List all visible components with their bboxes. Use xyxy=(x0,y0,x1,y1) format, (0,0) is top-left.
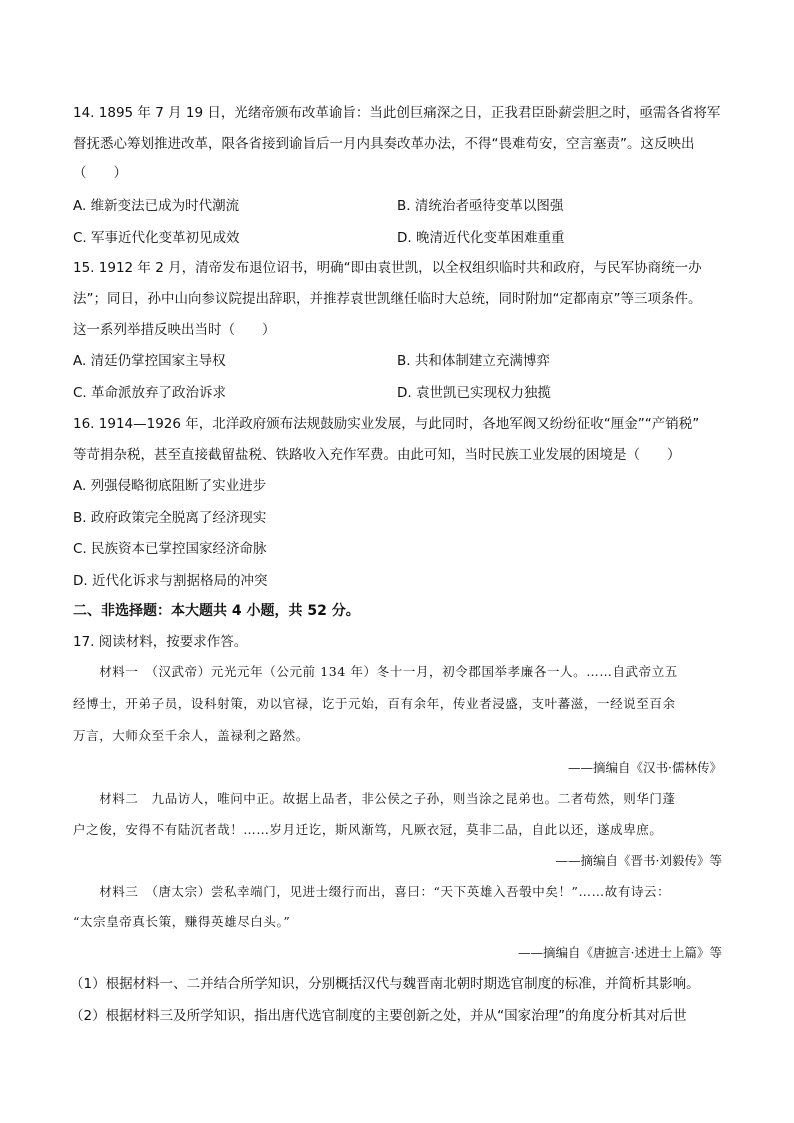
material-1-line1: 材料一 （汉武帝）元光元年（公元前 134 年）冬十一月，初令郡国举孝廉各一人。……自武帝立五 xyxy=(73,664,678,679)
q16-option-d[interactable]: D. 近代化诉求与割据格局的冲突 xyxy=(73,573,268,589)
material-1-source: ——摘编自《汉书·儒林传》 xyxy=(568,760,722,775)
q14-option-b[interactable]: B. 清统治者亟待变革以图强 xyxy=(397,198,564,214)
q15-option-d[interactable]: D. 袁世凯已实现权力独揽 xyxy=(397,385,551,401)
material-2-source: ——摘编自《晋书·刘毅传》等 xyxy=(555,853,722,868)
material-2-line2: 户之俊，安得不有陆沉者哉！……岁月迁讫，斯风渐笃，凡厥衣冠，莫非二品，自此以还，遂成卑庶。 xyxy=(73,822,663,837)
q15-option-b[interactable]: B. 共和体制建立充满博弈 xyxy=(397,353,550,369)
q15-stem-line2: 法”；同日，孙中山向参议院提出辞职，并推荐袁世凯继任临时大总统，同时附加“定都南京”等三项条件。 xyxy=(73,291,702,307)
material-3-line1: 材料三 （唐太宗）尝私幸端门，见进士缀行而出，喜曰：“天下英雄入吾彀中矣！”……故有诗云： xyxy=(73,884,671,899)
q15-option-a[interactable]: A. 清廷仍掌控国家主导权 xyxy=(73,353,226,369)
material-2-line1: 材料二 九品访人，唯问中正。故据上品者，非公侯之子孙，则当涂之昆弟也。二者苟然，则华门蓬 xyxy=(73,791,676,806)
material-3-line2: “太宗皇帝真长策，赚得英雄尽白头。” xyxy=(73,914,291,929)
material-3-source: ——摘编自《唐摭言·述进士上篇》等 xyxy=(518,945,722,960)
q16-option-c[interactable]: C. 民族资本已掌控国家经济命脉 xyxy=(73,541,267,557)
q14-stem-line1: 14. 1895 年 7 月 19 日，光绪帝颁布改革谕旨：当此创巨痛深之日，正我君臣卧薪尝胆之时，亟需各省将军 xyxy=(73,105,721,121)
q15-stem-line1: 15. 1912 年 2 月，清帝发布退位诏书，明确“即由袁世凯，以全权组织临时共和政府，与民军协商统一办 xyxy=(73,260,702,276)
q14-stem-line3: （ ） xyxy=(73,165,127,181)
q14-stem-line2: 督抚悉心筹划推进改革，限各省接到谕旨后一月内具奏改革办法，不得“畏难苟安，空言塞责”。这反映出 xyxy=(73,136,695,152)
q17-subquestion-1: （1）根据材料一、二并结合所学知识，分别概括汉代与魏晋南北朝时期选官制度的标准，并简析其影响。 xyxy=(70,976,700,992)
q15-stem-line3: 这一系列举措反映出当时（ ） xyxy=(73,322,276,338)
q14-option-a[interactable]: A. 维新变法已成为时代潮流 xyxy=(73,198,240,214)
q16-option-a[interactable]: A. 列强侵略彻底阻断了实业进步 xyxy=(73,478,267,494)
q14-option-c[interactable]: C. 军事近代化变革初见成效 xyxy=(73,230,240,246)
q16-stem-line2: 等苛捐杂税，甚至直接截留盐税、铁路收入充作军费。由此可知，当时民族工业发展的困境是（ ） xyxy=(73,447,681,463)
q14-option-d[interactable]: D. 晚清近代化变革困难重重 xyxy=(397,230,565,246)
q16-option-b[interactable]: B. 政府政策完全脱离了经济现实 xyxy=(73,510,267,526)
section-title: 二、非选择题：本大题共 4 小题，共 52 分。 xyxy=(73,603,360,619)
q15-option-c[interactable]: C. 革命派放弃了政治诉求 xyxy=(73,385,227,401)
q17-stem: 17. 阅读材料，按要求作答。 xyxy=(73,634,248,650)
material-1-line2: 经博士，开弟子员，设科射策，劝以官禄，讫于元始，百有余年，传业者浸盛，支叶蕃滋，一经说至百余 xyxy=(73,696,676,711)
q17-subquestion-2: （2）根据材料三及所学知识，指出唐代选官制度的主要创新之处，并从“国家治理”的角度分析其对后世 xyxy=(70,1008,687,1024)
material-1-line3: 万言，大师众至千余人，盖禄利之路然。 xyxy=(73,728,309,743)
q16-stem-line1: 16. 1914—1926 年，北洋政府颁布法规鼓励实业发展，与此同时，各地军阀又纷纷征收“厘金”“产销税” xyxy=(73,416,700,432)
